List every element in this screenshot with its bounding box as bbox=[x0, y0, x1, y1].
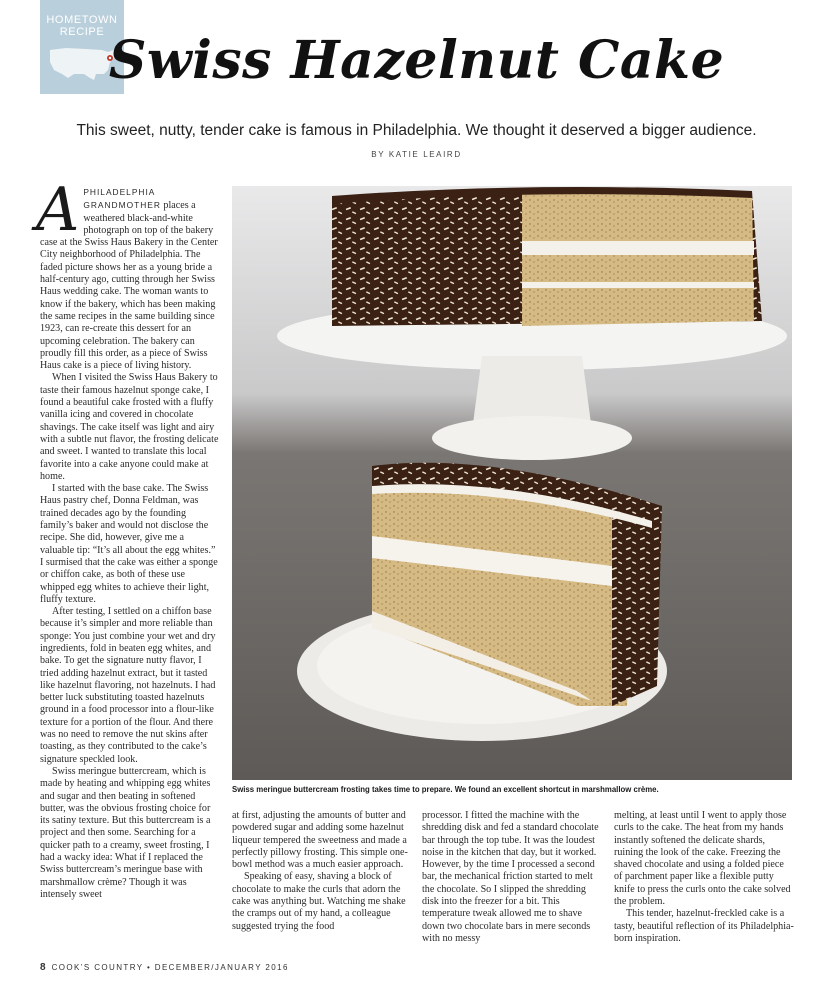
article-headline: Swiss Hazelnut Cake bbox=[108, 30, 725, 91]
page-footer bbox=[40, 962, 289, 973]
cake-illustration bbox=[232, 186, 792, 780]
lead-smallcaps: PHILADELPHIA GRANDMOTHER bbox=[83, 187, 161, 211]
paragraph-2: When I visited the Swiss Haus Bakery to taste their famous hazelnut sponge cake, I found a beautiful cake frosted with a fluffy vanilla icing and covered in chocolate shavings. The cake itself was light and airy with a subtle nut flavor, the frosting delicate and sweet. I wanted to translate this local favorite into a cake anyone could make at home. bbox=[40, 372, 219, 482]
paragraph-5-continued: at first, adjusting the amounts of butter and powdered sugar and adding some hazelnut liqueur tempered the sweetness and made a perfectly pillowy frosting. This simple one-bowl method was a much easier approach. bbox=[232, 810, 408, 871]
article-dek: This sweet, nutty, tender cake is famous in Philadelphia. We thought it deserved a bigger audience. bbox=[76, 122, 757, 139]
drop-cap: A bbox=[36, 175, 80, 245]
paragraph-7: This tender, hazelnut-freckled cake is a tasty, beautiful reflection of its Philadelphia-born inspiration. bbox=[614, 908, 794, 944]
cake-photo bbox=[232, 186, 792, 780]
paragraph-4: After testing, I settled on a chiffon base because it’s simpler and more reliable than sponge: You just combine your wet and dry ingredients, fold in beaten egg whites, and bake. To get the signature nutty flavor, I tried adding hazelnut extract, but it tasted like hazelnut flavoring, not hazelnuts. I had better luck substituting toasted hazelnuts ground in a food processor into a flour-like texture for a portion of the flour. And there was no need to remove the nut skins after toasting, as they contributed to the cake’s signature speckled look. bbox=[40, 606, 216, 765]
article-column-1 bbox=[36, 175, 220, 901]
article-column-2 bbox=[232, 810, 412, 933]
paragraph-5: Swiss meringue buttercream, which is made by heating and whipping egg whites and sugar and then beating in softened butter, was the obvious frosting choice for its satiny texture. But this buttercream is a project and then some. Searching for a quicker path to a creamy, sweet frosting, I had a wacky idea: What if I replaced the Swiss buttercream’s meringue base with marshmallow crème? Though it was intensely sweet bbox=[40, 765, 211, 900]
paragraph-6-continued: processor. I fitted the machine with the shredding disk and fed a standard chocolate bar through the top tube. It was the loudest noise in the kitchen that day, but it worked. However, by the time I processed a second bar, the mechanical friction started to melt the chocolate. So I slipped the shredding disk into the freezer for a bit. This temperature tweak allowed me to shave down two chocolate bars in mere seconds with no messy bbox=[422, 810, 599, 944]
photo-caption: Swiss meringue buttercream frosting takes time to prepare. We found an excellent shortcut in marshmallow crème. bbox=[232, 785, 659, 794]
page-number: 8 bbox=[40, 962, 46, 973]
paragraph-1 bbox=[36, 175, 220, 372]
paragraph-6: Speaking of easy, shaving a block of chocolate to make the curls that adorn the cake was anything but. Watching me shake the cramps out of my hand, a colleague suggested trying the food bbox=[232, 871, 406, 932]
paragraph-1-text: places a weathered black-and-white photograph on top of the bakery case at the Swiss Haus Bakery in the Center City neighborhood of Philadelphia. The faded picture shows her as a young bride a half-century ago, cutting through her Swiss Haus wedding cake. The woman wants to know if the bakery, which has been making the same recipes in the same building since 1923, can re-create this dessert for an upcoming celebration. The bakery can proudly fill this order, as a piece of Swiss Haus cake is a piece of living history. bbox=[40, 200, 218, 372]
footer-text: COOK’S COUNTRY • DECEMBER/JANUARY 2016 bbox=[51, 963, 289, 972]
paragraph-6-end: melting, at least until I went to apply those curls to the cake. The heat from my hands instantly softened the delicate shards, ruining the look of the cake. Freezing the shaved chocolate and using a folded piece of parchment paper like a flexible putty knife to press the curls onto the cake solved the problem. bbox=[614, 810, 791, 908]
badge-line-1: HOMETOWN bbox=[46, 14, 118, 26]
paragraph-3: I started with the base cake. The Swiss Haus pastry chef, Donna Feldman, was trained decades ago by the founding family’s baker and would not disclose the recipe. She did, however, give me a valuable tip: “It’s all about the egg whites.” I surmised that the cake was either a sponge or chiffon cake, as both of these use whipped egg whites to achieve their light, fluffy texture. bbox=[40, 483, 218, 605]
article-column-3 bbox=[422, 810, 602, 945]
article-byline: BY KATIE LEAIRD bbox=[371, 150, 462, 159]
article-column-4 bbox=[614, 810, 794, 945]
badge-line-2: RECIPE bbox=[59, 26, 105, 38]
